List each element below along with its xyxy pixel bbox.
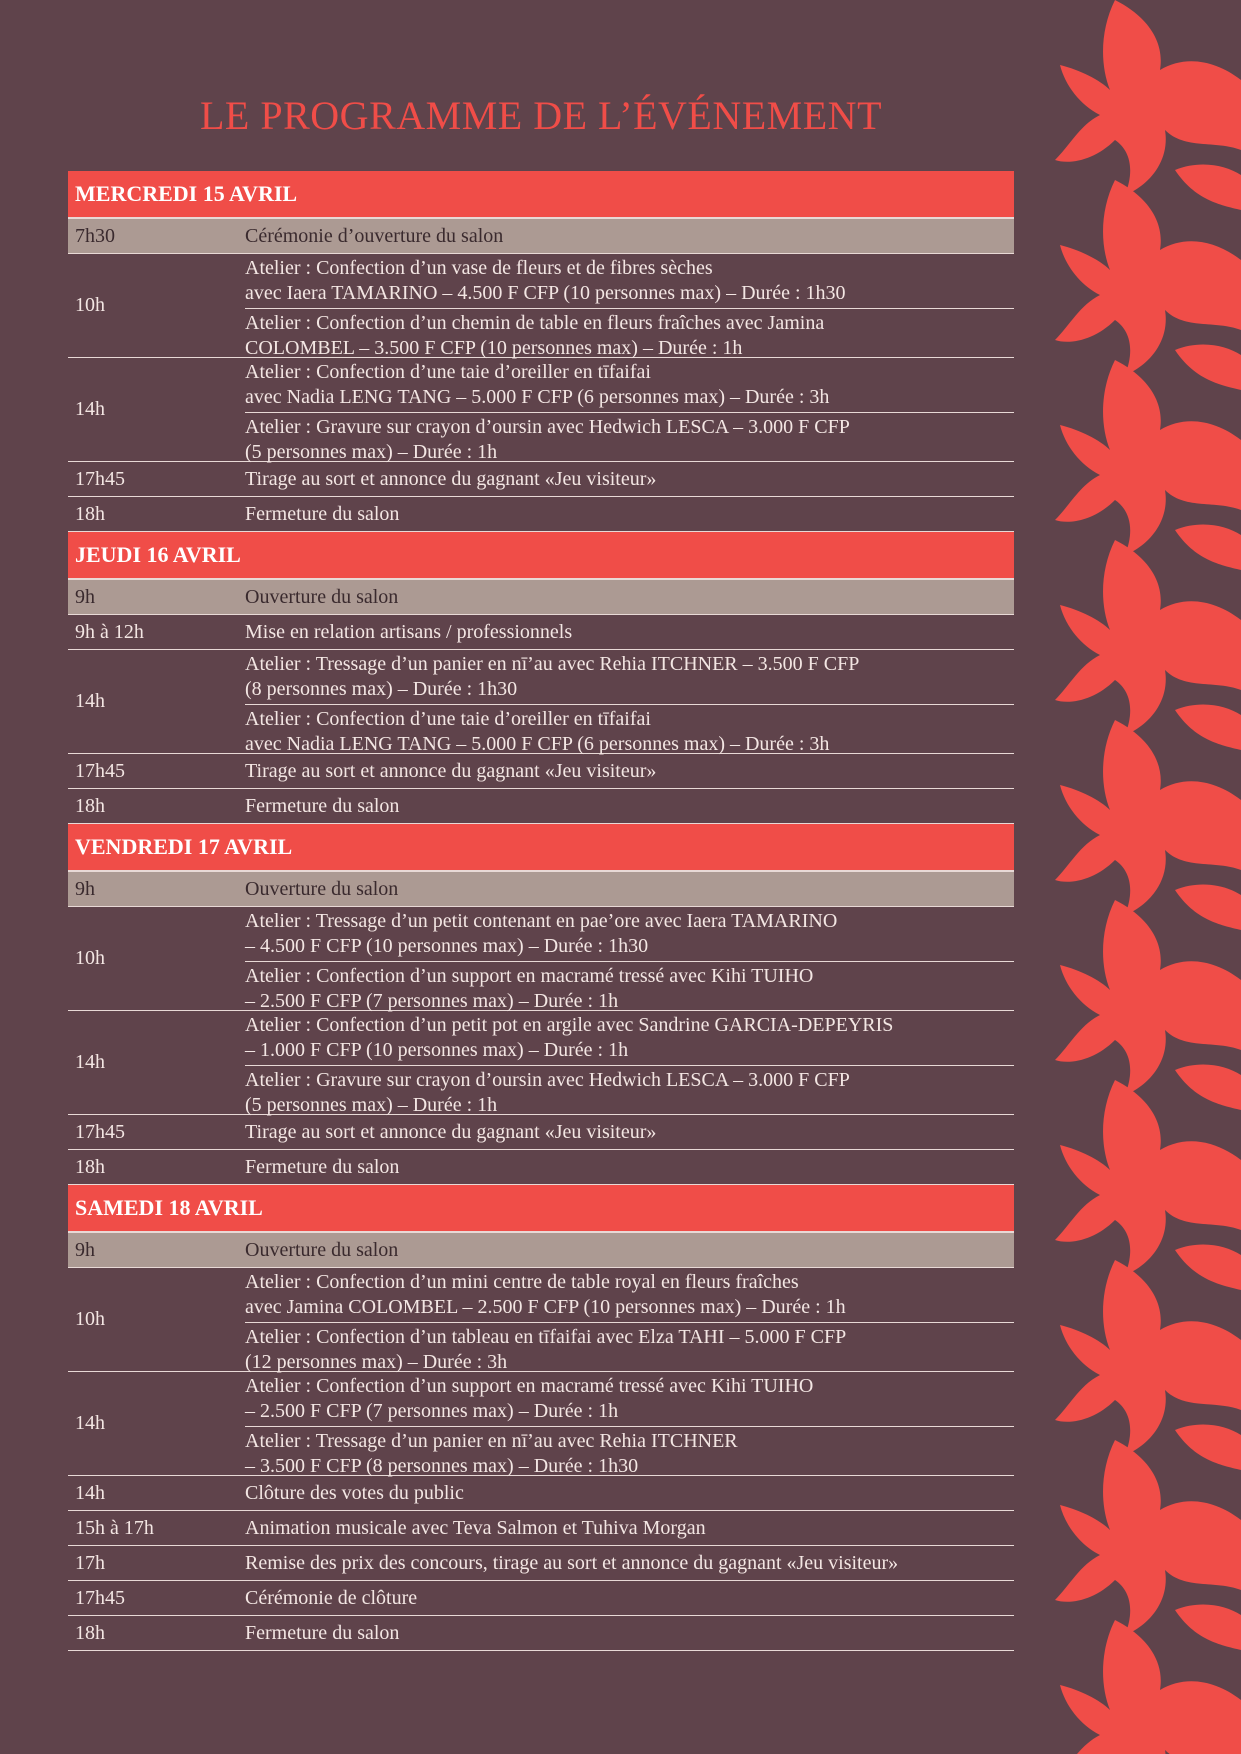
schedule-row bbox=[68, 872, 1014, 907]
row-time: 9h bbox=[75, 585, 95, 608]
row-time: 17h45 bbox=[75, 467, 125, 490]
event-text: Atelier : Gravure sur crayon d’oursin avec Hedwich LESCA – 3.000 F CFP (5 personnes max) – Durée : 1h bbox=[245, 1069, 850, 1116]
event-text: Atelier : Confection d’une taie d’oreiller en tīfaifai avec Nadia LENG TANG – 5.000 F CFP (6 personnes max) – Durée : 3h bbox=[245, 708, 830, 755]
event-text: Atelier : Gravure sur crayon d’oursin avec Hedwich LESCA – 3.000 F CFP (5 personnes max) – Durée : 1h bbox=[245, 416, 850, 463]
row-events bbox=[245, 497, 1014, 531]
row-time: 9h bbox=[75, 1238, 95, 1261]
event-description bbox=[245, 497, 1014, 531]
row-time: 14h bbox=[75, 1481, 105, 1504]
event-text: Atelier : Confection d’un tableau en tīfaifai avec Elza TAHI – 5.000 F CFP (12 personnes max) – Durée : 3h bbox=[245, 1326, 847, 1373]
row-time: 17h45 bbox=[75, 1586, 125, 1609]
row-events bbox=[245, 650, 1014, 753]
event-description bbox=[245, 615, 1014, 649]
event-description bbox=[245, 1616, 1014, 1650]
event-text: Fermeture du salon bbox=[245, 502, 400, 525]
event-text: Atelier : Confection d’un vase de fleurs et de fibres sèches avec Iaera TAMARINO – 4.500 F CFP (10 personnes max) – Durée : 1h30 bbox=[245, 257, 846, 304]
schedule-row bbox=[68, 754, 1014, 789]
event-description bbox=[245, 462, 1014, 496]
event-description bbox=[245, 1115, 1014, 1149]
schedule-row bbox=[68, 1268, 1014, 1372]
schedule-row bbox=[68, 650, 1014, 754]
event-description bbox=[245, 754, 1014, 788]
event-text: Atelier : Confection d’un chemin de table en fleurs fraîches avec Jamina COLOMBEL – 3.500 F CFP (10 personnes max) – Durée : 1h bbox=[245, 312, 825, 359]
event-text: Remise des prix des concours, tirage au sort et annonce du gagnant «Jeu visiteur» bbox=[245, 1551, 899, 1574]
row-events bbox=[245, 754, 1014, 788]
event-description bbox=[245, 1011, 1014, 1065]
row-time: 18h bbox=[75, 1621, 105, 1644]
row-events bbox=[245, 1233, 1014, 1267]
schedule-row bbox=[68, 497, 1014, 532]
event-description bbox=[245, 650, 1014, 704]
event-text: Atelier : Tressage d’un panier en nī’au avec Rehia ITCHNER – 3.500 F CFP (8 personnes max) – Durée : 1h30 bbox=[245, 1430, 738, 1477]
event-description bbox=[245, 1065, 1014, 1120]
day-header: MERCREDI 15 AVRIL bbox=[68, 171, 1014, 219]
event-text: Mise en relation artisans / professionnels bbox=[245, 620, 573, 643]
day-header: JEUDI 16 AVRIL bbox=[68, 532, 1014, 580]
row-events bbox=[245, 1011, 1014, 1114]
event-text: Cérémonie d’ouverture du salon bbox=[245, 224, 504, 247]
event-text: Ouverture du salon bbox=[245, 585, 399, 608]
row-events bbox=[245, 907, 1014, 1010]
row-events bbox=[245, 1616, 1014, 1650]
row-time: 14h bbox=[75, 690, 105, 712]
schedule-row bbox=[68, 462, 1014, 497]
schedule-row bbox=[68, 1581, 1014, 1616]
event-text: Cérémonie de clôture bbox=[245, 1586, 418, 1609]
schedule-row bbox=[68, 1150, 1014, 1185]
schedule-row bbox=[68, 1511, 1014, 1546]
row-events bbox=[245, 1581, 1014, 1615]
row-time: 18h bbox=[75, 1155, 105, 1178]
row-time: 14h bbox=[75, 1412, 105, 1434]
event-text: Fermeture du salon bbox=[245, 1155, 400, 1178]
event-description bbox=[245, 1476, 1014, 1510]
row-time: 18h bbox=[75, 502, 105, 525]
row-events bbox=[245, 1150, 1014, 1184]
row-events bbox=[245, 358, 1014, 461]
row-events bbox=[245, 1268, 1014, 1371]
event-description bbox=[245, 1233, 1014, 1267]
event-text: Atelier : Tressage d’un panier en nī’au avec Rehia ITCHNER – 3.500 F CFP (8 personnes max) – Durée : 1h30 bbox=[245, 653, 860, 700]
event-text: Atelier : Confection d’une taie d’oreiller en tīfaifai avec Nadia LENG TANG – 5.000 F CFP (6 personnes max) – Durée : 3h bbox=[245, 361, 830, 408]
event-description bbox=[245, 1372, 1014, 1426]
row-events bbox=[245, 1115, 1014, 1149]
schedule-row bbox=[68, 1115, 1014, 1150]
event-description bbox=[245, 1511, 1014, 1545]
event-text: Ouverture du salon bbox=[245, 1238, 399, 1261]
event-text: Atelier : Confection d’un mini centre de table royal en fleurs fraîches avec Jamina COLOMBEL – 2.500 F CFP (10 personnes max) – Durée : 1h bbox=[245, 1271, 846, 1318]
event-description bbox=[245, 219, 1014, 253]
schedule-row bbox=[68, 1372, 1014, 1476]
row-time: 14h bbox=[75, 398, 105, 420]
schedule-row bbox=[68, 1233, 1014, 1268]
event-description bbox=[245, 961, 1014, 1016]
event-text: Animation musicale avec Teva Salmon et Tuhiva Morgan bbox=[245, 1516, 706, 1539]
event-text: Atelier : Confection d’un support en macramé tressé avec Kihi TUIHO – 2.500 F CFP (7 personnes max) – Durée : 1h bbox=[245, 1375, 814, 1422]
row-events bbox=[245, 254, 1014, 357]
schedule-row bbox=[68, 1476, 1014, 1511]
event-description bbox=[245, 254, 1014, 308]
event-description bbox=[245, 1322, 1014, 1377]
event-text: Tirage au sort et annonce du gagnant «Jeu visiteur» bbox=[245, 467, 657, 490]
event-description bbox=[245, 1426, 1014, 1481]
day-header: VENDREDI 17 AVRIL bbox=[68, 824, 1014, 872]
event-description bbox=[245, 580, 1014, 614]
event-text: Clôture des votes du public bbox=[245, 1481, 464, 1504]
row-events bbox=[245, 1476, 1014, 1510]
floral-pattern-decoration bbox=[1055, 0, 1241, 1754]
event-text: Atelier : Confection d’un support en macramé tressé avec Kihi TUIHO – 2.500 F CFP (7 personnes max) – Durée : 1h bbox=[245, 965, 814, 1012]
row-events bbox=[245, 872, 1014, 906]
schedule-row bbox=[68, 358, 1014, 462]
schedule-row bbox=[68, 789, 1014, 824]
row-events bbox=[245, 1372, 1014, 1475]
row-time: 17h45 bbox=[75, 1120, 125, 1143]
row-events bbox=[245, 580, 1014, 614]
event-description bbox=[245, 789, 1014, 823]
event-description bbox=[245, 872, 1014, 906]
schedule-row bbox=[68, 254, 1014, 358]
day-header: SAMEDI 18 AVRIL bbox=[68, 1185, 1014, 1233]
event-description bbox=[245, 907, 1014, 961]
event-description bbox=[245, 1150, 1014, 1184]
event-text: Fermeture du salon bbox=[245, 794, 400, 817]
event-text: Ouverture du salon bbox=[245, 877, 399, 900]
schedule-row bbox=[68, 219, 1014, 254]
row-time: 17h45 bbox=[75, 759, 125, 782]
event-text: Fermeture du salon bbox=[245, 1621, 400, 1644]
event-text: Tirage au sort et annonce du gagnant «Jeu visiteur» bbox=[245, 759, 657, 782]
event-description bbox=[245, 704, 1014, 759]
row-time: 17h bbox=[75, 1551, 105, 1574]
schedule-row bbox=[68, 615, 1014, 650]
event-description bbox=[245, 358, 1014, 412]
row-events bbox=[245, 789, 1014, 823]
row-time: 10h bbox=[75, 1308, 105, 1330]
row-events bbox=[245, 1511, 1014, 1545]
schedule-row bbox=[68, 1616, 1014, 1651]
schedule-row bbox=[68, 907, 1014, 1011]
row-events bbox=[245, 615, 1014, 649]
event-description bbox=[245, 1581, 1014, 1615]
event-description bbox=[245, 308, 1014, 363]
event-description bbox=[245, 412, 1014, 467]
row-time: 10h bbox=[75, 947, 105, 969]
row-time: 14h bbox=[75, 1051, 105, 1073]
event-text: Atelier : Tressage d’un petit contenant en pae’ore avec Iaera TAMARINO – 4.500 F CFP (10 personnes max) – Durée : 1h30 bbox=[245, 910, 838, 957]
row-events bbox=[245, 1546, 1014, 1580]
schedule-table bbox=[68, 171, 1014, 1651]
row-time: 9h bbox=[75, 877, 95, 900]
schedule-row bbox=[68, 1546, 1014, 1581]
row-time: 9h à 12h bbox=[75, 620, 144, 643]
row-time: 15h à 17h bbox=[75, 1516, 154, 1539]
event-text: Tirage au sort et annonce du gagnant «Jeu visiteur» bbox=[245, 1120, 657, 1143]
schedule-row bbox=[68, 1011, 1014, 1115]
event-description bbox=[245, 1546, 1014, 1580]
row-time: 7h30 bbox=[75, 224, 115, 247]
row-events bbox=[245, 219, 1014, 253]
event-description bbox=[245, 1268, 1014, 1322]
page-title: LE PROGRAMME DE L’ÉVÉNEMENT bbox=[200, 93, 882, 138]
schedule-row bbox=[68, 580, 1014, 615]
row-time: 10h bbox=[75, 294, 105, 316]
row-events bbox=[245, 462, 1014, 496]
row-time: 18h bbox=[75, 794, 105, 817]
event-text: Atelier : Confection d’un petit pot en argile avec Sandrine GARCIA-DEPEYRIS – 1.000 F CFP (10 personnes max) – Durée : 1h bbox=[245, 1014, 894, 1061]
